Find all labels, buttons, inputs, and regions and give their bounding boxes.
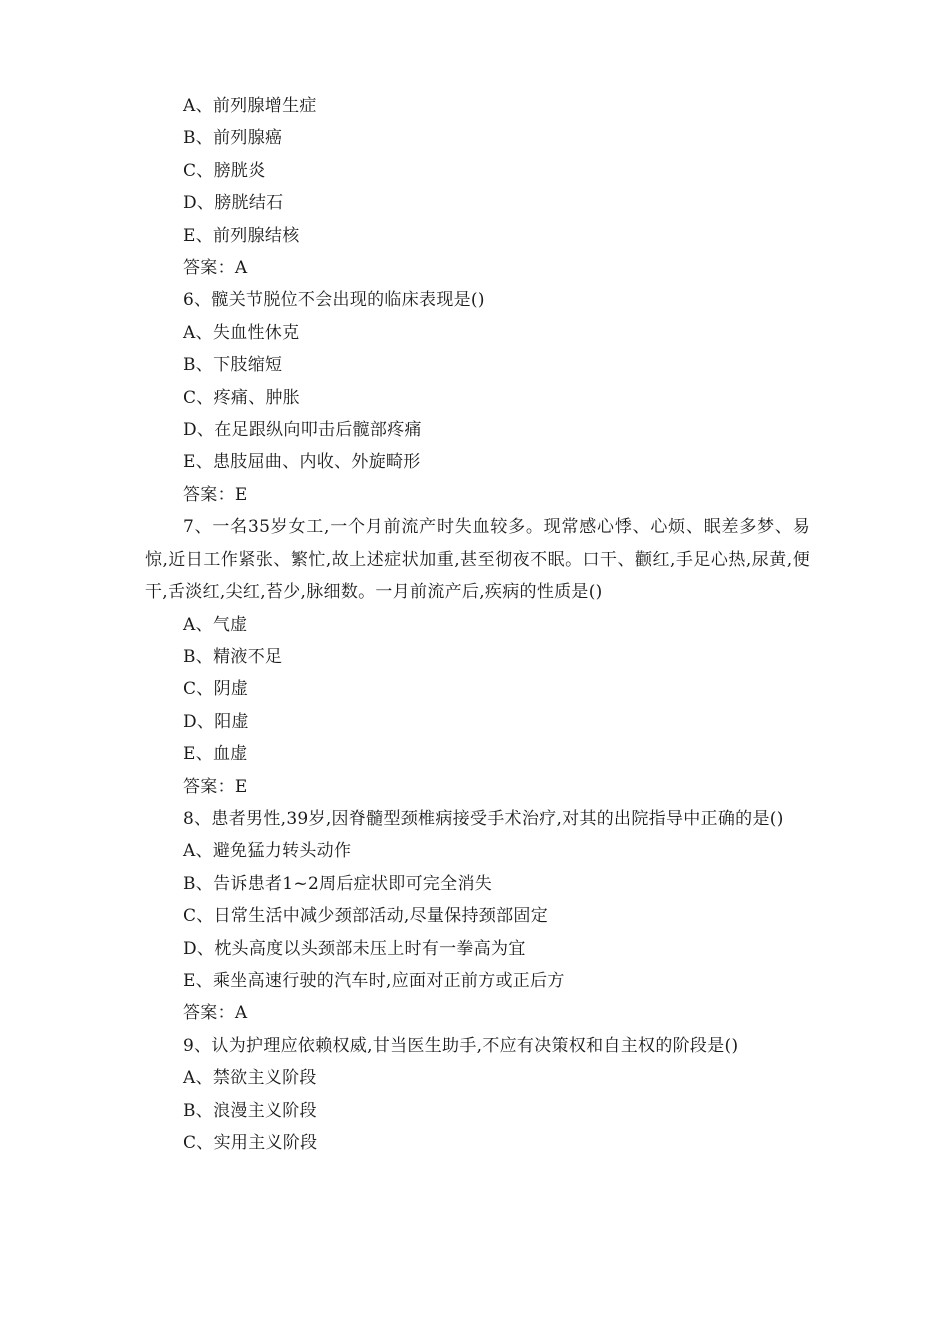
option-c: C、阴虚 <box>183 679 249 700</box>
option-b: B、告诉患者1~2周后症状即可完全消失 <box>183 873 493 894</box>
option-c: C、膀胱炎 <box>183 160 266 181</box>
option-a: A、避免猛力转头动作 <box>183 841 352 862</box>
option-a: A、气虚 <box>183 614 248 635</box>
option-c: C、疼痛、肿胀 <box>183 387 301 408</box>
page-content <box>145 90 810 1159</box>
option-b: B、下肢缩短 <box>183 355 283 376</box>
option-a: A、失血性休克 <box>183 322 300 343</box>
option-a: A、前列腺增生症 <box>183 96 317 116</box>
option-b: B、浪漫主义阶段 <box>183 1100 317 1121</box>
option-a: A、禁欲主义阶段 <box>183 1068 317 1089</box>
option-c: C、实用主义阶段 <box>183 1133 318 1153</box>
question-9: 9、认为护理应依赖权威,甘当医生助手,不应有决策权和自主权的阶段是() <box>183 1035 739 1056</box>
option-e: E、乘坐高速行驶的汽车时,应面对正前方或正后方 <box>183 970 565 991</box>
option-c: C、日常生活中减少颈部活动,尽量保持颈部固定 <box>183 906 549 927</box>
answer: 答案：E <box>183 776 248 797</box>
answer: 答案：E <box>183 484 248 505</box>
option-d: D、膀胱结石 <box>183 193 284 214</box>
option-e: E、血虚 <box>183 744 248 765</box>
option-d: D、在足跟纵向叩击后髋部疼痛 <box>183 420 422 441</box>
option-e: E、患肢屈曲、内收、外旋畸形 <box>183 452 421 473</box>
option-d: D、枕头高度以头颈部未压上时有一拳高为宜 <box>183 938 526 959</box>
option-b: B、前列腺癌 <box>183 128 283 149</box>
question-8: 8、患者男性,39岁,因脊髓型颈椎病接受手术治疗,对其的出院指导中正确的是() <box>183 808 784 829</box>
option-b: B、精液不足 <box>183 646 283 667</box>
question-7: 7、一名35岁女工,一个月前流产时失血较多。现常感心悸、心烦、眠差多梦、易惊,近日工作紧张、繁忙,故上述症状加重,甚至彻夜不眠。口干、颧红,手足心热,尿黄,便干,舌淡红,尖红,苔少,脉细数。一月前流产后,疾病的性质是() <box>145 517 810 603</box>
answer: 答案：A <box>183 258 248 279</box>
option-e: E、前列腺结核 <box>183 225 300 246</box>
option-d: D、阳虚 <box>183 711 249 732</box>
question-6: 6、髋关节脱位不会出现的临床表现是() <box>183 290 485 311</box>
answer: 答案：A <box>183 1003 248 1024</box>
